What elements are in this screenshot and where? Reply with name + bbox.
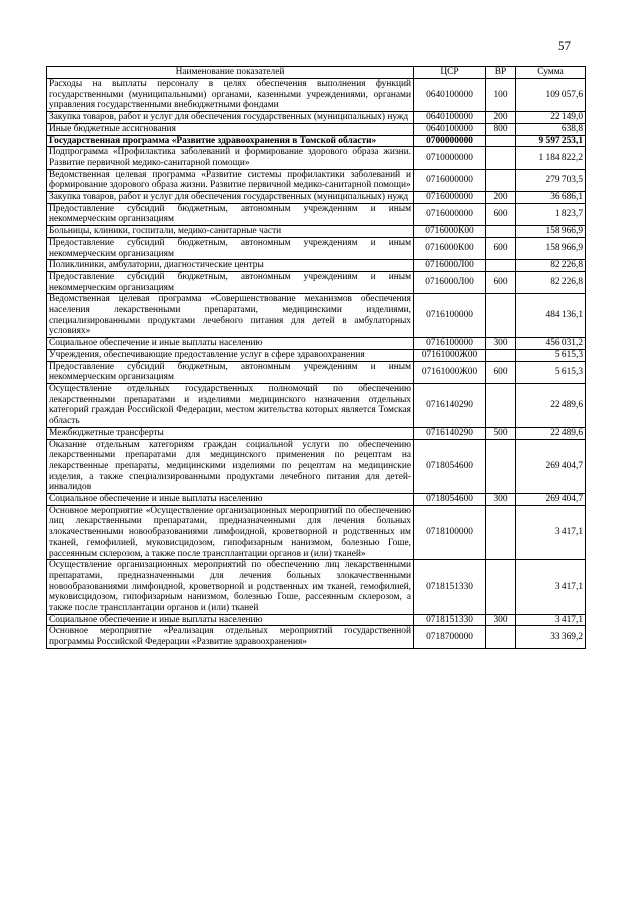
table-row	[47, 361, 586, 383]
row-sum: 1 184 822,2	[516, 147, 586, 169]
row-sum: 9 597 253,1	[516, 135, 586, 147]
row-csr: 0640100000	[414, 112, 486, 124]
row-name: Предоставление субсидий бюджетным, автономным учреждениям и иным некоммерческим организациям	[47, 361, 414, 383]
table-row	[47, 505, 586, 560]
row-csr: 0700000000	[414, 135, 486, 147]
table-row	[47, 135, 586, 147]
row-name: Ведомственная целевая программа «Развитие системы профилактики заболеваний и формирование здорового образа жизни. Развитие первичной медико-санитарной помощи»	[47, 169, 414, 191]
table-row	[47, 383, 586, 427]
row-name: Предоставление субсидий бюджетным, автономным учреждениям и иным некоммерческим организациям	[47, 237, 414, 259]
row-csr: 0716000К00	[414, 237, 486, 259]
row-sum: 279 703,5	[516, 169, 586, 191]
row-name: Предоставление субсидий бюджетным, автономным учреждениям и иным некоммерческим организациям	[47, 271, 414, 293]
header-sum: Сумма	[516, 67, 586, 79]
row-sum: 3 417,1	[516, 614, 586, 626]
row-vr: 600	[486, 203, 516, 225]
table-row	[47, 79, 586, 112]
row-name: Социальное обеспечение и иные выплаты населению	[47, 338, 414, 350]
table-row	[47, 294, 586, 338]
row-name: Межбюджетные трансферты	[47, 427, 414, 439]
row-vr	[486, 147, 516, 169]
row-sum: 82 226,8	[516, 271, 586, 293]
row-name: Учреждения, обеспечивающие предоставление услуг в сфере здравоохранения	[47, 349, 414, 361]
table-row	[47, 626, 586, 648]
row-sum: 5 615,3	[516, 361, 586, 383]
table-row	[47, 427, 586, 439]
row-sum: 638,8	[516, 123, 586, 135]
row-vr: 600	[486, 361, 516, 383]
row-vr	[486, 260, 516, 272]
table-row	[47, 439, 586, 494]
row-vr	[486, 349, 516, 361]
row-csr: 0718151330	[414, 560, 486, 615]
row-vr: 200	[486, 112, 516, 124]
header-csr: ЦСР	[414, 67, 486, 79]
row-sum: 109 057,6	[516, 79, 586, 112]
row-name: Поликлиники, амбулатории, диагностические центры	[47, 260, 414, 272]
table-row	[47, 123, 586, 135]
row-sum: 158 966,9	[516, 226, 586, 238]
table-row	[47, 147, 586, 169]
row-name: Иные бюджетные ассигнования	[47, 123, 414, 135]
row-csr: 0716000000	[414, 169, 486, 191]
row-csr: 0640100000	[414, 79, 486, 112]
row-name: Государственная программа «Развитие здравоохранения в Томской области»	[47, 135, 414, 147]
row-vr	[486, 169, 516, 191]
row-vr	[486, 294, 516, 338]
row-csr: 0716100000	[414, 294, 486, 338]
row-sum: 5 615,3	[516, 349, 586, 361]
row-name: Ведомственная целевая программа «Совершенствование механизмов обеспечения населения лекарственными препаратами, медицинскими изделиями, специализированными продуктами лечебного питания для детей в амбулаторных условиях»	[47, 294, 414, 338]
row-name: Оказание отдельным категориям граждан социальной услуги по обеспечению лекарственными препаратами для медицинского применения по рецептам на лекарственные препараты, медицинскими изделиями по рецептам на медицинские изделия, а также специализированными продуктами лечебного питания для детей-инвалидов	[47, 439, 414, 494]
row-vr: 300	[486, 338, 516, 350]
row-csr: 0710000000	[414, 147, 486, 169]
row-csr: 0716000К00	[414, 226, 486, 238]
table-row	[47, 237, 586, 259]
row-sum: 82 226,8	[516, 260, 586, 272]
row-vr	[486, 383, 516, 427]
row-vr: 300	[486, 494, 516, 506]
row-sum: 456 031,2	[516, 338, 586, 350]
row-csr: 0716000000	[414, 192, 486, 204]
table-body	[47, 79, 586, 649]
table-row	[47, 169, 586, 191]
row-sum: 36 686,1	[516, 192, 586, 204]
header-name: Наименование показателей	[47, 67, 414, 79]
row-csr: 07161000Ж00	[414, 349, 486, 361]
row-sum: 3 417,1	[516, 560, 586, 615]
row-csr: 0716140290	[414, 427, 486, 439]
row-vr	[486, 226, 516, 238]
table-row	[47, 338, 586, 350]
row-name: Больницы, клиники, госпитали, медико-санитарные части	[47, 226, 414, 238]
row-csr: 0716140290	[414, 383, 486, 427]
row-sum: 22 489,6	[516, 427, 586, 439]
row-name: Осуществление организационных мероприятий по обеспечению лиц лекарственными препаратами, предназначенными для лечения больных злокачественными новообразованиями лимфоидной, кроветворной и родственных им тканей, гемофилией, муковисцидозом, гипофизарным нанизмом, болезнью Гоше, рассеянным склерозом, а также после трансплантации органов и (или) тканей	[47, 560, 414, 615]
row-vr	[486, 626, 516, 648]
row-csr: 0718100000	[414, 505, 486, 560]
header-vr: ВР	[486, 67, 516, 79]
row-sum: 158 966,9	[516, 237, 586, 259]
table-row	[47, 112, 586, 124]
row-vr	[486, 505, 516, 560]
row-name: Социальное обеспечение и иные выплаты населению	[47, 614, 414, 626]
budget-table	[46, 66, 586, 649]
row-name: Расходы на выплаты персоналу в целях обеспечения выполнения функций государственными (муниципальными) органами, казенными учреждениями, органами управления государственными внебюджетными фондами	[47, 79, 414, 112]
row-name: Осуществление отдельных государственных полномочий по обеспечению лекарственными препаратами и изделиями медицинского назначения отдельных категорий граждан Российской Федерации, местом жительства которых является Томская область	[47, 383, 414, 427]
row-csr: 07161000Ж00	[414, 361, 486, 383]
row-sum: 1 823,7	[516, 203, 586, 225]
row-name: Предоставление субсидий бюджетным, автономным учреждениям и иным некоммерческим организациям	[47, 203, 414, 225]
table-row	[47, 260, 586, 272]
row-sum: 3 417,1	[516, 505, 586, 560]
row-csr: 0716100000	[414, 338, 486, 350]
row-sum: 269 404,7	[516, 494, 586, 506]
row-vr: 500	[486, 427, 516, 439]
table-row	[47, 203, 586, 225]
row-sum: 269 404,7	[516, 439, 586, 494]
row-name: Закупка товаров, работ и услуг для обеспечения государственных (муниципальных) нужд	[47, 192, 414, 204]
row-vr	[486, 439, 516, 494]
row-sum: 484 136,1	[516, 294, 586, 338]
row-sum: 33 369,2	[516, 626, 586, 648]
row-csr: 0718151330	[414, 614, 486, 626]
table-row	[47, 349, 586, 361]
row-name: Подпрограмма «Профилактика заболеваний и формирование здорового образа жизни. Развитие первичной медико-санитарной помощи»	[47, 147, 414, 169]
table-row	[47, 192, 586, 204]
row-vr: 200	[486, 192, 516, 204]
table-header-row	[47, 67, 586, 79]
table-row	[47, 271, 586, 293]
table-row	[47, 560, 586, 615]
row-name: Закупка товаров, работ и услуг для обеспечения государственных (муниципальных) нужд	[47, 112, 414, 124]
row-sum: 22 149,0	[516, 112, 586, 124]
table-row	[47, 494, 586, 506]
row-vr	[486, 135, 516, 147]
page-number: 57	[558, 38, 571, 53]
row-csr: 0640100000	[414, 123, 486, 135]
row-csr: 0716000Л00	[414, 271, 486, 293]
row-name: Основное мероприятие «Осуществление организационных мероприятий по обеспечению лиц лекарственными препаратами, предназначенными для лечения больных злокачественными новообразованиями лимфоидной, кроветворной и родственных им тканей, гемофилией, муковисцидозом, гипофизарным нанизмом, болезнью Гоше, рассеянным склерозом, а также после трансплантации органов и (или) тканей»	[47, 505, 414, 560]
row-vr: 300	[486, 614, 516, 626]
table-row	[47, 226, 586, 238]
row-name: Социальное обеспечение и иные выплаты населению	[47, 494, 414, 506]
row-csr: 0716000Л00	[414, 260, 486, 272]
row-csr: 0718054600	[414, 494, 486, 506]
row-vr: 600	[486, 271, 516, 293]
row-csr: 0718054600	[414, 439, 486, 494]
row-vr: 600	[486, 237, 516, 259]
row-csr: 0718700000	[414, 626, 486, 648]
row-vr: 100	[486, 79, 516, 112]
row-sum: 22 489,6	[516, 383, 586, 427]
row-vr	[486, 560, 516, 615]
row-csr: 0716000000	[414, 203, 486, 225]
table-row	[47, 614, 586, 626]
row-vr: 800	[486, 123, 516, 135]
row-name: Основное мероприятие «Реализация отдельных мероприятий государственной программы Российской Федерации «Развитие здравоохранения»	[47, 626, 414, 648]
